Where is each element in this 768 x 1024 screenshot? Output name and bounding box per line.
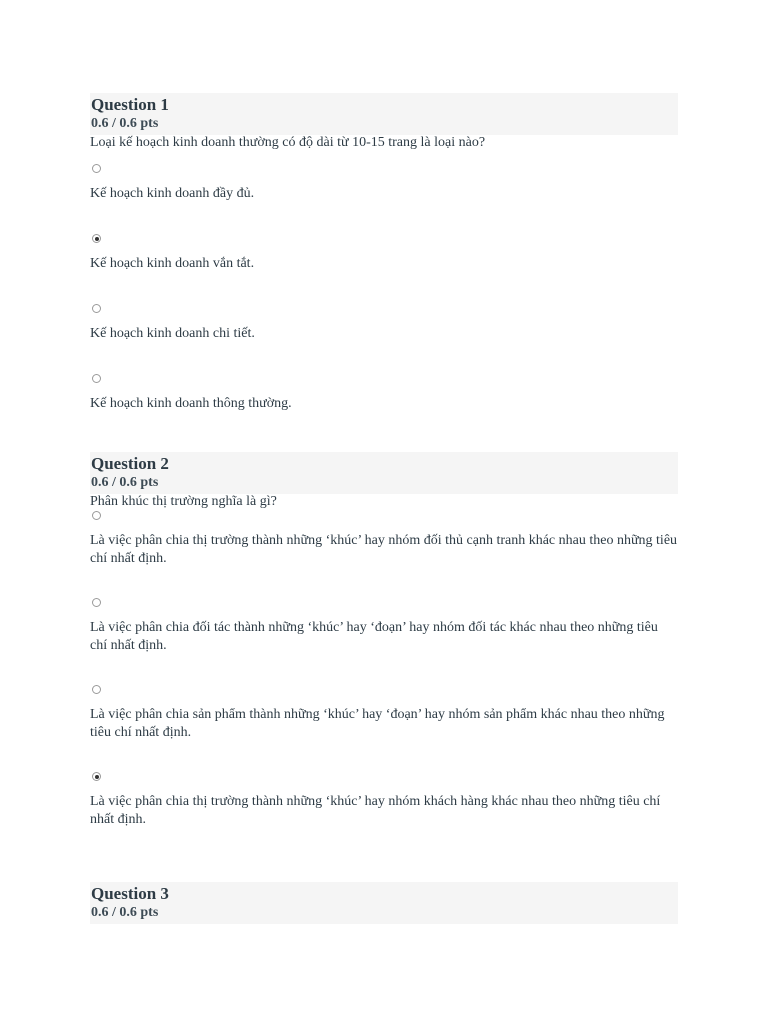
radio-button[interactable] [92, 164, 101, 173]
answer-text: Kế hoạch kinh doanh chi tiết. [90, 326, 255, 341]
quiz-results [90, 93, 678, 924]
question-3 [90, 882, 678, 924]
answer-text: Là việc phân chia đối tác thành những ‘khúc’ hay ‘đoạn’ hay nhóm đối tác khác nhau theo những tiêu chí nhất định. [90, 620, 658, 653]
answer-option [90, 164, 678, 203]
answer-option [90, 511, 678, 568]
answer-option [90, 772, 678, 829]
question-1 [90, 93, 678, 452]
question-title: Question 3 [91, 884, 169, 903]
radio-button[interactable] [92, 234, 101, 243]
answer-text: Kế hoạch kinh doanh đầy đủ. [90, 186, 255, 201]
answer-option [90, 374, 678, 413]
question-title: Question 1 [91, 95, 169, 114]
answer-option [90, 598, 678, 655]
answer-text: Là việc phân chia sản phẩm thành những ‘khúc’ hay ‘đoạn’ hay nhóm sản phẩm khác nhau theo những tiêu chí nhất định. [90, 707, 665, 740]
radio-button[interactable] [92, 598, 101, 607]
question-text: Phân khúc thị trường nghĩa là gì? [90, 494, 277, 509]
radio-button[interactable] [92, 685, 101, 694]
radio-button[interactable] [92, 374, 101, 383]
answer-text: Là việc phân chia thị trường thành những ‘khúc’ hay nhóm khách hàng khác nhau theo những tiêu chí nhất định. [90, 794, 661, 827]
question-header [90, 882, 678, 924]
question-2 [90, 452, 678, 882]
question-header [90, 452, 678, 494]
radio-button[interactable] [92, 511, 101, 520]
answer-option [90, 304, 678, 343]
question-points: 0.6 / 0.6 pts [91, 905, 159, 920]
answer-option [90, 685, 678, 742]
answer-text: Kế hoạch kinh doanh thông thường. [90, 396, 292, 411]
question-points: 0.6 / 0.6 pts [91, 116, 159, 131]
radio-button[interactable] [92, 304, 101, 313]
question-header [90, 93, 678, 135]
question-points: 0.6 / 0.6 pts [91, 475, 159, 490]
question-text: Loại kế hoạch kinh doanh thường có độ dài từ 10-15 trang là loại nào? [90, 135, 486, 150]
answer-option [90, 234, 678, 273]
answer-text: Là việc phân chia thị trường thành những ‘khúc’ hay nhóm đối thủ cạnh tranh khác nhau theo những tiêu chí nhất định. [90, 533, 678, 566]
question-title: Question 2 [91, 454, 169, 473]
answer-text: Kế hoạch kinh doanh vắn tắt. [90, 256, 255, 271]
radio-button[interactable] [92, 772, 101, 781]
